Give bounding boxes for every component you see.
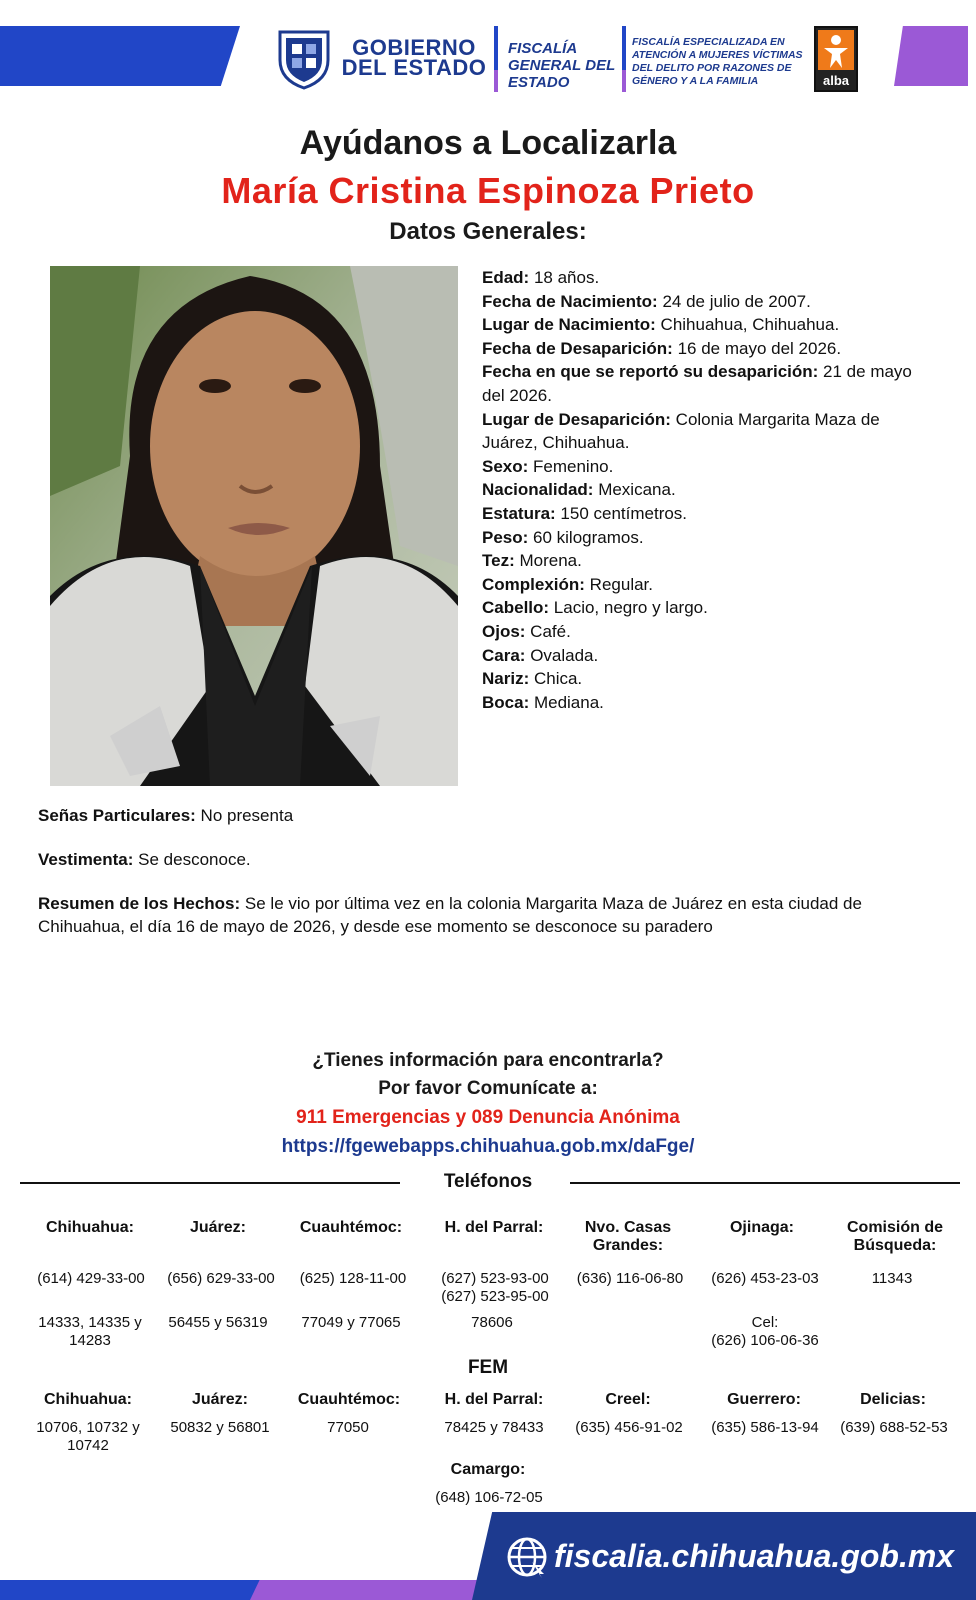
data-label: Lugar de Nacimiento: bbox=[482, 315, 656, 335]
fem-phone-chihuahua: 10706, 10732 y 10742 bbox=[36, 1419, 140, 1454]
fem-city-cuauhtemoc: Cuauhtémoc: bbox=[297, 1391, 401, 1408]
alba-logo-text: alba bbox=[822, 73, 849, 88]
tel-ext-cuauhtemoc: 77049 y 77065 bbox=[301, 1314, 401, 1331]
contact-question: ¿Tienes información para encontrarla? bbox=[312, 1050, 664, 1071]
data-value: 24 de julio de 2007. bbox=[657, 291, 811, 311]
resumen-hechos bbox=[38, 892, 938, 938]
data-label: Nacionalidad: bbox=[482, 480, 594, 500]
data-label: Fecha en que se reportó su desaparición: bbox=[482, 362, 819, 382]
data-label: Edad: bbox=[482, 268, 530, 287]
fem-phone-creel: (635) 456-91-02 bbox=[575, 1419, 683, 1436]
tel-city-nvo-casas-grandes: Nvo. Casas Grandes: bbox=[584, 1219, 672, 1254]
fem-phone-delicias: (639) 688-52-53 bbox=[840, 1419, 948, 1436]
fem-phone-cuauhtemoc: 77050 bbox=[327, 1419, 369, 1436]
data-value: Chihuahua, Chihuahua. bbox=[655, 315, 840, 335]
contact-please: Por favor Comunícate a: bbox=[378, 1078, 598, 1099]
data-label: Fecha de Nacimiento: bbox=[482, 291, 658, 311]
section-heading: Datos Generales: bbox=[389, 218, 587, 245]
data-row-boca bbox=[482, 691, 922, 715]
data-value: Café. bbox=[525, 621, 571, 641]
data-value: 21 de mayo del 2026. bbox=[482, 362, 912, 405]
data-label: Complexión: bbox=[482, 574, 585, 594]
tel-city-parral: H. del Parral: bbox=[444, 1219, 544, 1236]
state-shield-icon bbox=[276, 26, 332, 90]
senas-label: Señas Particulares: bbox=[38, 806, 196, 825]
tel-city-chihuahua: Chihuahua: bbox=[46, 1219, 134, 1236]
fem-phone-guerrero: (635) 586-13-94 bbox=[711, 1419, 819, 1436]
footer-blue-strip bbox=[0, 1580, 260, 1600]
divider bbox=[570, 1182, 960, 1184]
data-row-nacionalidad bbox=[482, 478, 922, 502]
data-label: Cabello: bbox=[482, 598, 550, 618]
tel-phone-comision-busqueda: 11343 bbox=[871, 1270, 913, 1287]
fem-city-juarez: Juárez: bbox=[191, 1391, 249, 1408]
data-row-edad bbox=[482, 266, 922, 290]
data-row-fecha-reporte bbox=[482, 360, 922, 407]
missing-person-photo bbox=[50, 266, 458, 786]
data-value: 18 años. bbox=[529, 268, 600, 287]
data-label: Fecha de Desaparición: bbox=[482, 338, 673, 358]
data-value: 16 de mayo del 2026. bbox=[672, 338, 842, 358]
alba-logo bbox=[814, 26, 858, 92]
data-label: Estatura: bbox=[482, 503, 556, 523]
page-title: Ayúdanos a Localizarla bbox=[299, 124, 677, 162]
data-value: Mexicana. bbox=[593, 480, 676, 500]
footer-website-link[interactable]: fiscalia.chihuahua.gob.mx bbox=[554, 1538, 955, 1574]
vestimenta bbox=[38, 848, 938, 871]
missing-person-name: María Cristina Espinoza Prieto bbox=[221, 170, 755, 211]
emergency-numbers: 911 Emergencias y 089 Denuncia Anónima bbox=[296, 1107, 680, 1128]
globe-icon bbox=[506, 1536, 548, 1578]
data-row-lugar-desaparicion bbox=[482, 408, 922, 455]
data-value: Chica. bbox=[529, 669, 583, 689]
data-value: Morena. bbox=[514, 551, 582, 571]
data-row-sexo bbox=[482, 455, 922, 479]
fem-phone-juarez: 50832 y 56801 bbox=[170, 1419, 270, 1436]
data-label: Boca: bbox=[482, 692, 530, 712]
tel-phone-ojinaga: (626) 453-23-03 bbox=[711, 1270, 819, 1287]
data-label: Cara: bbox=[482, 645, 526, 665]
data-value: 60 kilogramos. bbox=[528, 527, 644, 547]
resumen-value: Se le vio por última vez en la colonia Margarita Maza de Juárez en esta ciudad de Chihuahua, el día 16 de mayo de 2026, y desde ese momento se desconoce su paradero bbox=[38, 894, 862, 936]
fem-city-parral: H. del Parral: bbox=[444, 1391, 544, 1408]
header-separator bbox=[622, 26, 626, 92]
tel-ext-juarez: 56455 y 56319 bbox=[168, 1314, 268, 1331]
data-row-ojos bbox=[482, 620, 922, 644]
vestimenta-label: Vestimenta: bbox=[38, 850, 134, 869]
resumen-label: Resumen de los Hechos: bbox=[38, 894, 241, 913]
data-value: 150 centímetros. bbox=[555, 503, 688, 523]
data-label: Peso: bbox=[482, 527, 529, 547]
tel-phone-juarez: (656) 629-33-00 bbox=[167, 1270, 275, 1287]
data-value: Femenino. bbox=[528, 456, 614, 476]
tel-ext-ojinaga: Cel: (626) 106-06-36 bbox=[711, 1314, 819, 1349]
data-value: Ovalada. bbox=[525, 645, 599, 665]
data-row-cara bbox=[482, 644, 922, 668]
fiscalia-general-text: FISCALÍA GENERAL DEL ESTADO bbox=[508, 40, 615, 91]
data-row-nariz bbox=[482, 667, 922, 691]
tel-phone-chihuahua: (614) 429-33-00 bbox=[37, 1270, 145, 1287]
tel-ext-parral: 78606 bbox=[471, 1314, 513, 1331]
data-row-tez bbox=[482, 549, 922, 573]
senas-particulares bbox=[38, 804, 938, 827]
fem-heading: FEM bbox=[467, 1357, 509, 1378]
fem-city-chihuahua: Chihuahua: bbox=[44, 1391, 132, 1408]
tel-phone-cuauhtemoc: (625) 128-11-00 bbox=[299, 1270, 407, 1287]
data-row-cabello bbox=[482, 596, 922, 620]
data-label: Ojos: bbox=[482, 621, 526, 641]
vestimenta-value: Se desconoce. bbox=[133, 850, 251, 869]
general-data-list bbox=[482, 266, 922, 714]
data-row-fecha-desaparicion bbox=[482, 337, 922, 361]
tel-phone-parral: (627) 523-93-00 (627) 523-95-00 bbox=[441, 1270, 549, 1305]
data-label: Sexo: bbox=[482, 456, 529, 476]
header-blue-bar bbox=[0, 26, 240, 86]
tel-ext-chihuahua: 14333, 14335 y 14283 bbox=[38, 1314, 142, 1349]
alba-figure-icon bbox=[818, 30, 854, 70]
data-value: Lacio, negro y largo. bbox=[549, 598, 708, 618]
header-purple-bar bbox=[894, 26, 968, 86]
report-url-link[interactable]: https://fgewebapps.chihuahua.gob.mx/daFge/ bbox=[281, 1136, 695, 1157]
fem-city-delicias: Delicias: bbox=[860, 1391, 926, 1408]
data-row-lugar-nacimiento bbox=[482, 313, 922, 337]
data-label: Lugar de Desaparición: bbox=[482, 409, 671, 429]
data-row-complexion bbox=[482, 573, 922, 597]
telefonos-heading: Teléfonos bbox=[443, 1171, 533, 1192]
data-value: Colonia Margarita Maza de Juárez, Chihuahua. bbox=[482, 409, 880, 453]
senas-value: No presenta bbox=[195, 806, 294, 825]
footer-purple-strip bbox=[250, 1580, 490, 1600]
tel-phone-nvo-casas-grandes: (636) 116-06-80 bbox=[576, 1270, 684, 1287]
header-separator bbox=[494, 26, 498, 92]
fem-city-creel: Creel: bbox=[605, 1391, 651, 1408]
fem-phone-camargo: (648) 106-72-05 bbox=[435, 1489, 543, 1506]
gobierno-logo-text: GOBIERNO DEL ESTADO bbox=[341, 35, 487, 80]
fem-city-camargo: Camargo: bbox=[450, 1461, 526, 1478]
data-label: Tez: bbox=[482, 551, 515, 571]
data-value: Mediana. bbox=[529, 692, 604, 712]
data-row-peso bbox=[482, 526, 922, 550]
fem-phone-parral: 78425 y 78433 bbox=[444, 1419, 544, 1436]
tel-city-cuauhtemoc: Cuauhtémoc: bbox=[299, 1219, 403, 1236]
tel-city-juarez: Juárez: bbox=[189, 1219, 247, 1236]
data-label: Nariz: bbox=[482, 669, 530, 689]
fiscalia-especializada-text: FISCALÍA ESPECIALIZADA EN ATENCIÓN A MUJERES VÍCTIMAS DEL DELITO POR RAZONES DE GÉNERO Y A LA FAMILIA bbox=[632, 36, 803, 87]
tel-city-comision-busqueda: Comisión de Búsqueda: bbox=[846, 1219, 943, 1254]
data-row-fecha-nacimiento bbox=[482, 290, 922, 314]
tel-city-ojinaga: Ojinaga: bbox=[729, 1219, 794, 1236]
data-value: Regular. bbox=[584, 574, 653, 594]
data-row-estatura bbox=[482, 502, 922, 526]
fem-city-guerrero: Guerrero: bbox=[727, 1391, 801, 1408]
